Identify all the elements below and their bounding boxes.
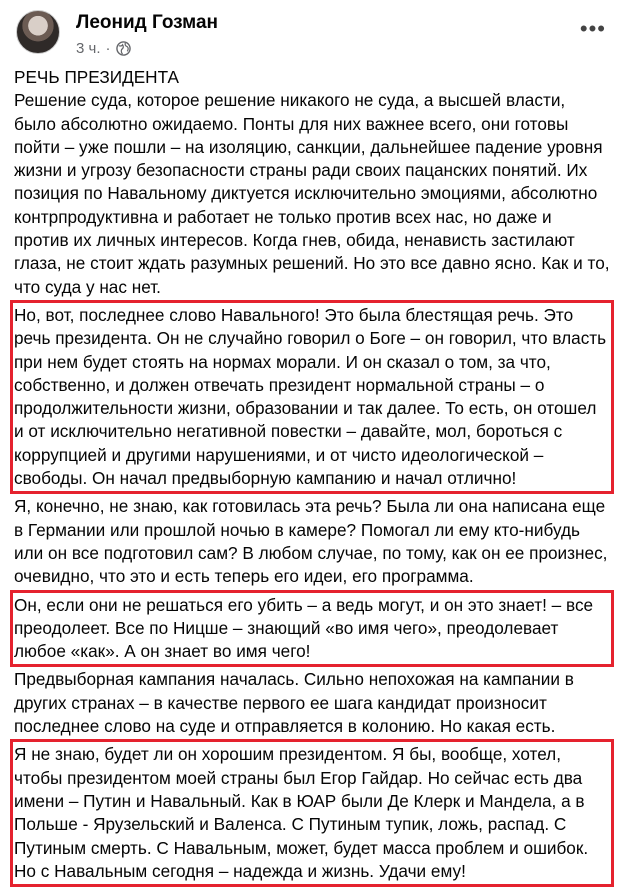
highlighted-paragraph-nietzsche: Он, если они не решаться его убить – а ведь могут, и он это знает! – все преодолеет. Все по Ницше – знающий «во имя чего», преодолевает любое «как». А он знает во имя чего! — [14, 594, 610, 664]
paragraph-intro: РЕЧЬ ПРЕЗИДЕНТА Решение суда, которое решение никакого не суда, а высшей власти, было абсолютно ожидаемо. Понты для них важнее всего, они готовы пойти – уже пошли – на изоляцию, санкции, дальнейшее падение уровня жизни и угрозу безопасности страны ради своих пацанских понятий. Их позиция по Навальному диктуется исключительно эмоциями, абсолютно контрпродуктивна и работает не только против всех нас, но даже и против их личных интересов. Когда гнев, обида, ненависть застилают глаза, не стоит ждать разумных решений. Но это все давно ясно. Как и то, что суда у нас нет. — [14, 67, 610, 297]
highlighted-paragraph-president: Я не знаю, будет ли он хорошим президентом. Я бы, вообще, хотел, чтобы президентом моей страны был Егор Гайдар. Но сейчас есть два имени – Путин и Навальный. Как в ЮАР были Де Клерк и Мандела, а в Польше - Ярузельский и Валенса. С Путиным тупик, ложь, распад. С Путиным смерть. С Навальным, может, будет масса проблем и ошибок. Но с Навальным сегодня – надежда и жизнь. Удачи ему! — [14, 743, 610, 883]
more-options-icon[interactable]: ••• — [579, 16, 606, 41]
globe-icon — [116, 41, 131, 56]
avatar[interactable] — [16, 10, 60, 54]
timestamp[interactable]: 3 ч. — [76, 40, 101, 57]
post-body — [14, 66, 610, 888]
post-header — [16, 6, 612, 62]
paragraph-campaign: Предвыборная кампания началась. Сильно непохожая на кампании в других странах – в качестве первого ее шага кандидат произносит последнее слово на суде и отправляется в колонию. Но какая есть. — [14, 669, 574, 737]
paragraph-preparation: Я, конечно, не знаю, как готовилась эта речь? Была ли она написана еще в Германии или прошлой ночью в камере? Помогал ли ему кто-нибудь или он все подготовил сам? В любом случае, по тому, как он ее произнес, очевидно, что это и есть теперь его идеи, его программа. — [14, 496, 608, 587]
post-meta: 3 ч. · — [76, 40, 131, 57]
author-name[interactable]: Леонид Гозман — [76, 12, 218, 33]
highlighted-paragraph-speech: Но, вот, последнее слово Навального! Это была блестящая речь. Это речь президента. Он не случайно говорил о Боге – он говорил, что власть при нем будет стоять на нормах морали. И он сказал о том, за что, собственно, и должен отвечать президент нормальной страны – о продолжительности жизни, образовании и так далее. То есть, он отошел и от исключительно негативной повестки – давайте, мол, бороться с коррупцией и другими нарушениями, и от чисто идеологической – свободы. Он начал предвыборную кампанию и начал отлично! — [14, 304, 610, 490]
